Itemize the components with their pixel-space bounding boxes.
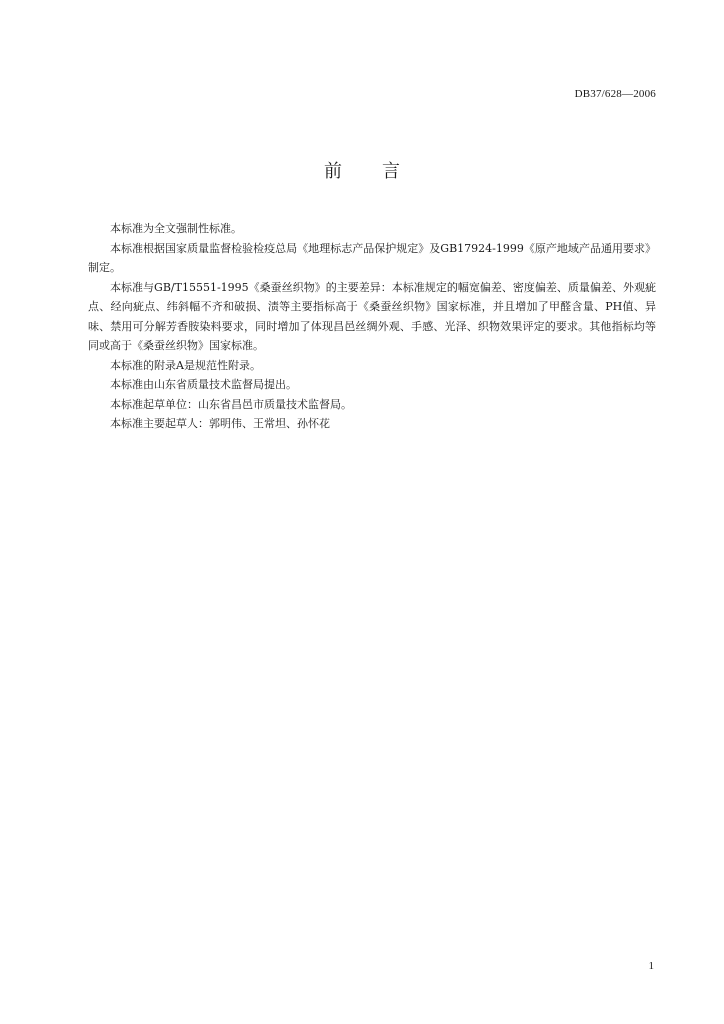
document-code: DB37/628—2006 xyxy=(574,88,656,100)
page-number: 1 xyxy=(648,960,654,972)
title-char-2: 言 xyxy=(382,161,400,182)
foreword-body xyxy=(88,219,656,434)
paragraph-differences: 本标准与GB/T15551-1995《桑蚕丝织物》的主要差异：本标准规定的幅宽偏差、密度偏差、质量偏差、外观疵点、经向疵点、纬斜幅不齐和破损、渍等主要指标高于《桑蚕丝织物》国家标准，并且增加了甲醛含量、PH值、异味、禁用可分解芳香胺染料要求，同时增加了体现昌邑丝绸外观、手感、光泽、织物效果评定的要求。其他指标均等同或高于《桑蚕丝织物》国家标准。 xyxy=(88,280,656,352)
paragraph-appendix: 本标准的附录A是规范性附录。 xyxy=(110,358,261,372)
paragraph-mandatory: 本标准为全文强制性标准。 xyxy=(110,222,242,235)
paragraph-drafters: 本标准主要起草人：郭明伟、王常坦、孙怀花 xyxy=(110,417,330,430)
paragraph-proposer: 本标准由山东省质量技术监督局提出。 xyxy=(110,378,297,391)
page-title xyxy=(0,157,724,183)
title-char-1: 前 xyxy=(324,161,342,182)
paragraph-basis: 本标准根据国家质量监督检验检疫总局《地理标志产品保护规定》及GB17924-1999《原产地域产品通用要求》制定。 xyxy=(88,241,656,274)
paragraph-drafting-unit: 本标准起草单位：山东省昌邑市质量技术监督局。 xyxy=(110,397,352,411)
